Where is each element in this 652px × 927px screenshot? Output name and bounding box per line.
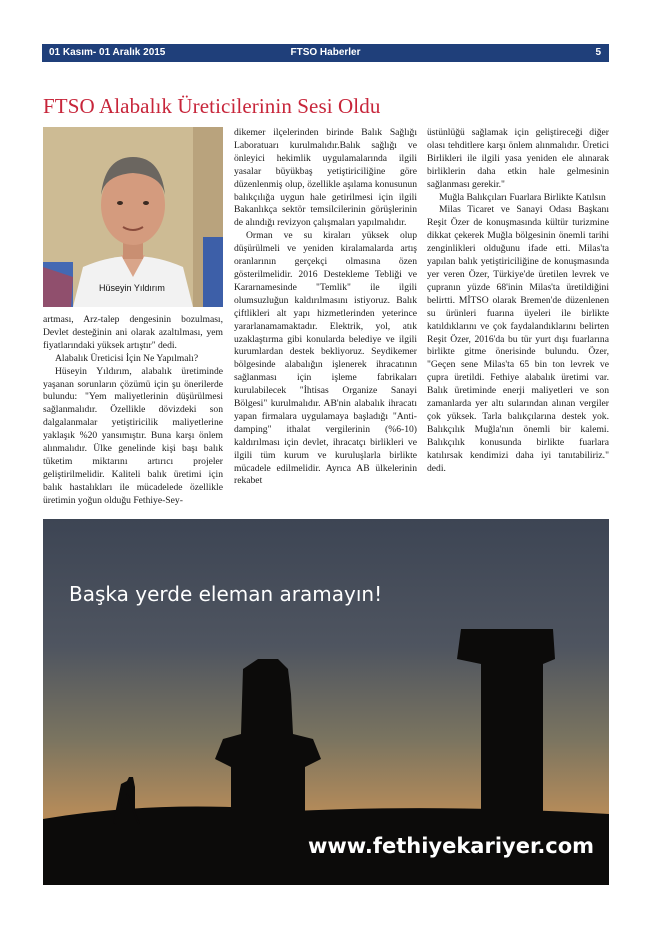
ad-website-link[interactable]: www.fethiyekariyer.com [308,834,595,858]
job-site-advertisement [43,519,609,885]
portrait-photo [43,127,223,307]
section-title: FTSO Haberler [290,47,361,58]
issue-date: 01 Kasım- 01 Aralık 2015 [49,47,166,58]
ad-slogan: Başka yerde eleman aramayın! [69,582,383,606]
paragraph: dikemer ilçelerinden birinde Balık Sağlığı Laboratuarı kurulmalıdır.Balık sağlığı ve önleyici hekimlik uygulamalarında ilgili yasalar büyükbaş yetiştiriciliğine göre düzenlenmiş olup, özellikle aşılama konusunun balıkçılığa uygun hale getirilmesi için ilgili Bakanlıkça sektör temsilcilerinin görüşlerinin de alındığı revizyon çalışmaları yapılmalıdır. [234,127,417,229]
page-number: 5 [595,47,601,58]
article-title: FTSO Alabalık Üreticilerinin Sesi Oldu [43,94,381,118]
article-column-3 [427,127,609,475]
page-header-bar [42,44,609,62]
paragraph: Orman ve su kiraları yüksek olup düşürülmeli ve yeniden kiralamalarda artış oranlarının gerçekçi olmasına özen gösterilmelidir. 2016 Destekleme Tebliği ve Kararnamesinde "Temlik" ile ilgili olumsuzluğun kaldırılmasını istiyoruz. Balık çiftlikleri alt yapı hizmetlerinden yeterince yararlanamamaktadır. Elektrik, yol, atık uzaklaştırma gibi konularda belediye ve ilgili kurumlardan destek bekliyoruz. Seydikemer bölgesinde alabalığın işlenerek ihracatının sağlanması için işleme fabrikaları kurulabilecek "İhtisas Organize Sanayi Bölgesi" kurulmalıdır. AB'nin alabalık ihracatı yapan firmalara uygulamaya başladığı "Anti-damping" ithalat vergilerinin (%6-10) kaldırılması için devlet, ihracatçı birlikleri ve ilgili tüm kurum ve kuruluşlarla birlikte mücadele edilmelidir. Ayrıca AB ülkelerinin rekabet [234,230,417,487]
sunset-ruins-silhouette [43,519,609,885]
paragraph: Hüseyin Yıldırım, alabalık üretiminde yaşanan sorunların çözümü için şu önerilerde bulundu: "Yem maliyetlerinin düşürülmesi sağlanmalıdır. Özellikle dövizdeki son dalgalanmalar yetiştiricilik maliyetlerine yaklaşık %20 yansımıştır. Buna karşı önlem alınmalıdır. Ülke genelinde kişi başı balık tüketim miktarını artırıcı projeler geliştirilmelidir. Kaliteli balık üretimi için balık hastalıkları ile mücadelede özellikle üretimin yoğun olduğu Fethiye-Sey- [43,365,223,506]
subheading: Alabalık Üreticisi İçin Ne Yapılmalı? [55,352,199,364]
article-column-1 [43,314,223,508]
paragraph: Milas Ticaret ve Sanayi Odası Başkanı Reşit Özer de konuşmasında kültür turizmine dikkat çekerek Muğla bölgesinin önemli tarihi zenginlikleri olduğunu ifade etti. Milas'ta yapılan balık yetiştiriciliğine de konuşmasında yer veren Özer, Türkiye'de üretilen levrek ve çupranın yüzde 68'inin Milas'ta üretildiğini belirtti. MİTSO olarak Bremen'de düzenlenen su ürünleri fuarına üyeleri ile birlikte katıldıklarını ve çok faydalandıklarını belirten Reşit Özer, 2016'da bu tür yurt dışı fuarlarına birlikte gitme önerisinde bulundu. Özer, "Geçen sene Milas'ta 65 bin ton levrek ve çupra üretildi. Fethiye alabalık üretimi var. Balık üretiminde enerji maliyetleri ve son zamanlarda yer altı sularından alınan vergiler çok yüksek. Tarla balıkçılarına destek yok. Balıkçılık Muğla'nın önemli bir kalemi. Balıkçılık konusunda birlikte fuarlara katılırsak kendimizi daha iyi tanıtabiliriz." dedi. [427,204,609,474]
photo-caption: Hüseyin Yıldırım [99,283,165,293]
article-column-2 [234,127,417,488]
paragraph: artması, Arz-talep dengesinin bozulması, Devlet desteğinin ani olarak azaltılması, yem fiyatlarındaki yüksek artıştır" dedi. [43,314,223,351]
portrait-illustration [43,127,223,307]
paragraph: üstünlüğü sağlamak için geliştireceği diğer olası tehditlere karşı önlem alınmalıdır. Üretici Birlikleri ile ilgili yasa yeniden ele alınarak birliklerin daha etkin hale gelmesinin sağlanması gerekir." [427,127,609,190]
subheading: Muğla Balıkçıları Fuarlara Birlikte Katılsın [439,191,606,203]
